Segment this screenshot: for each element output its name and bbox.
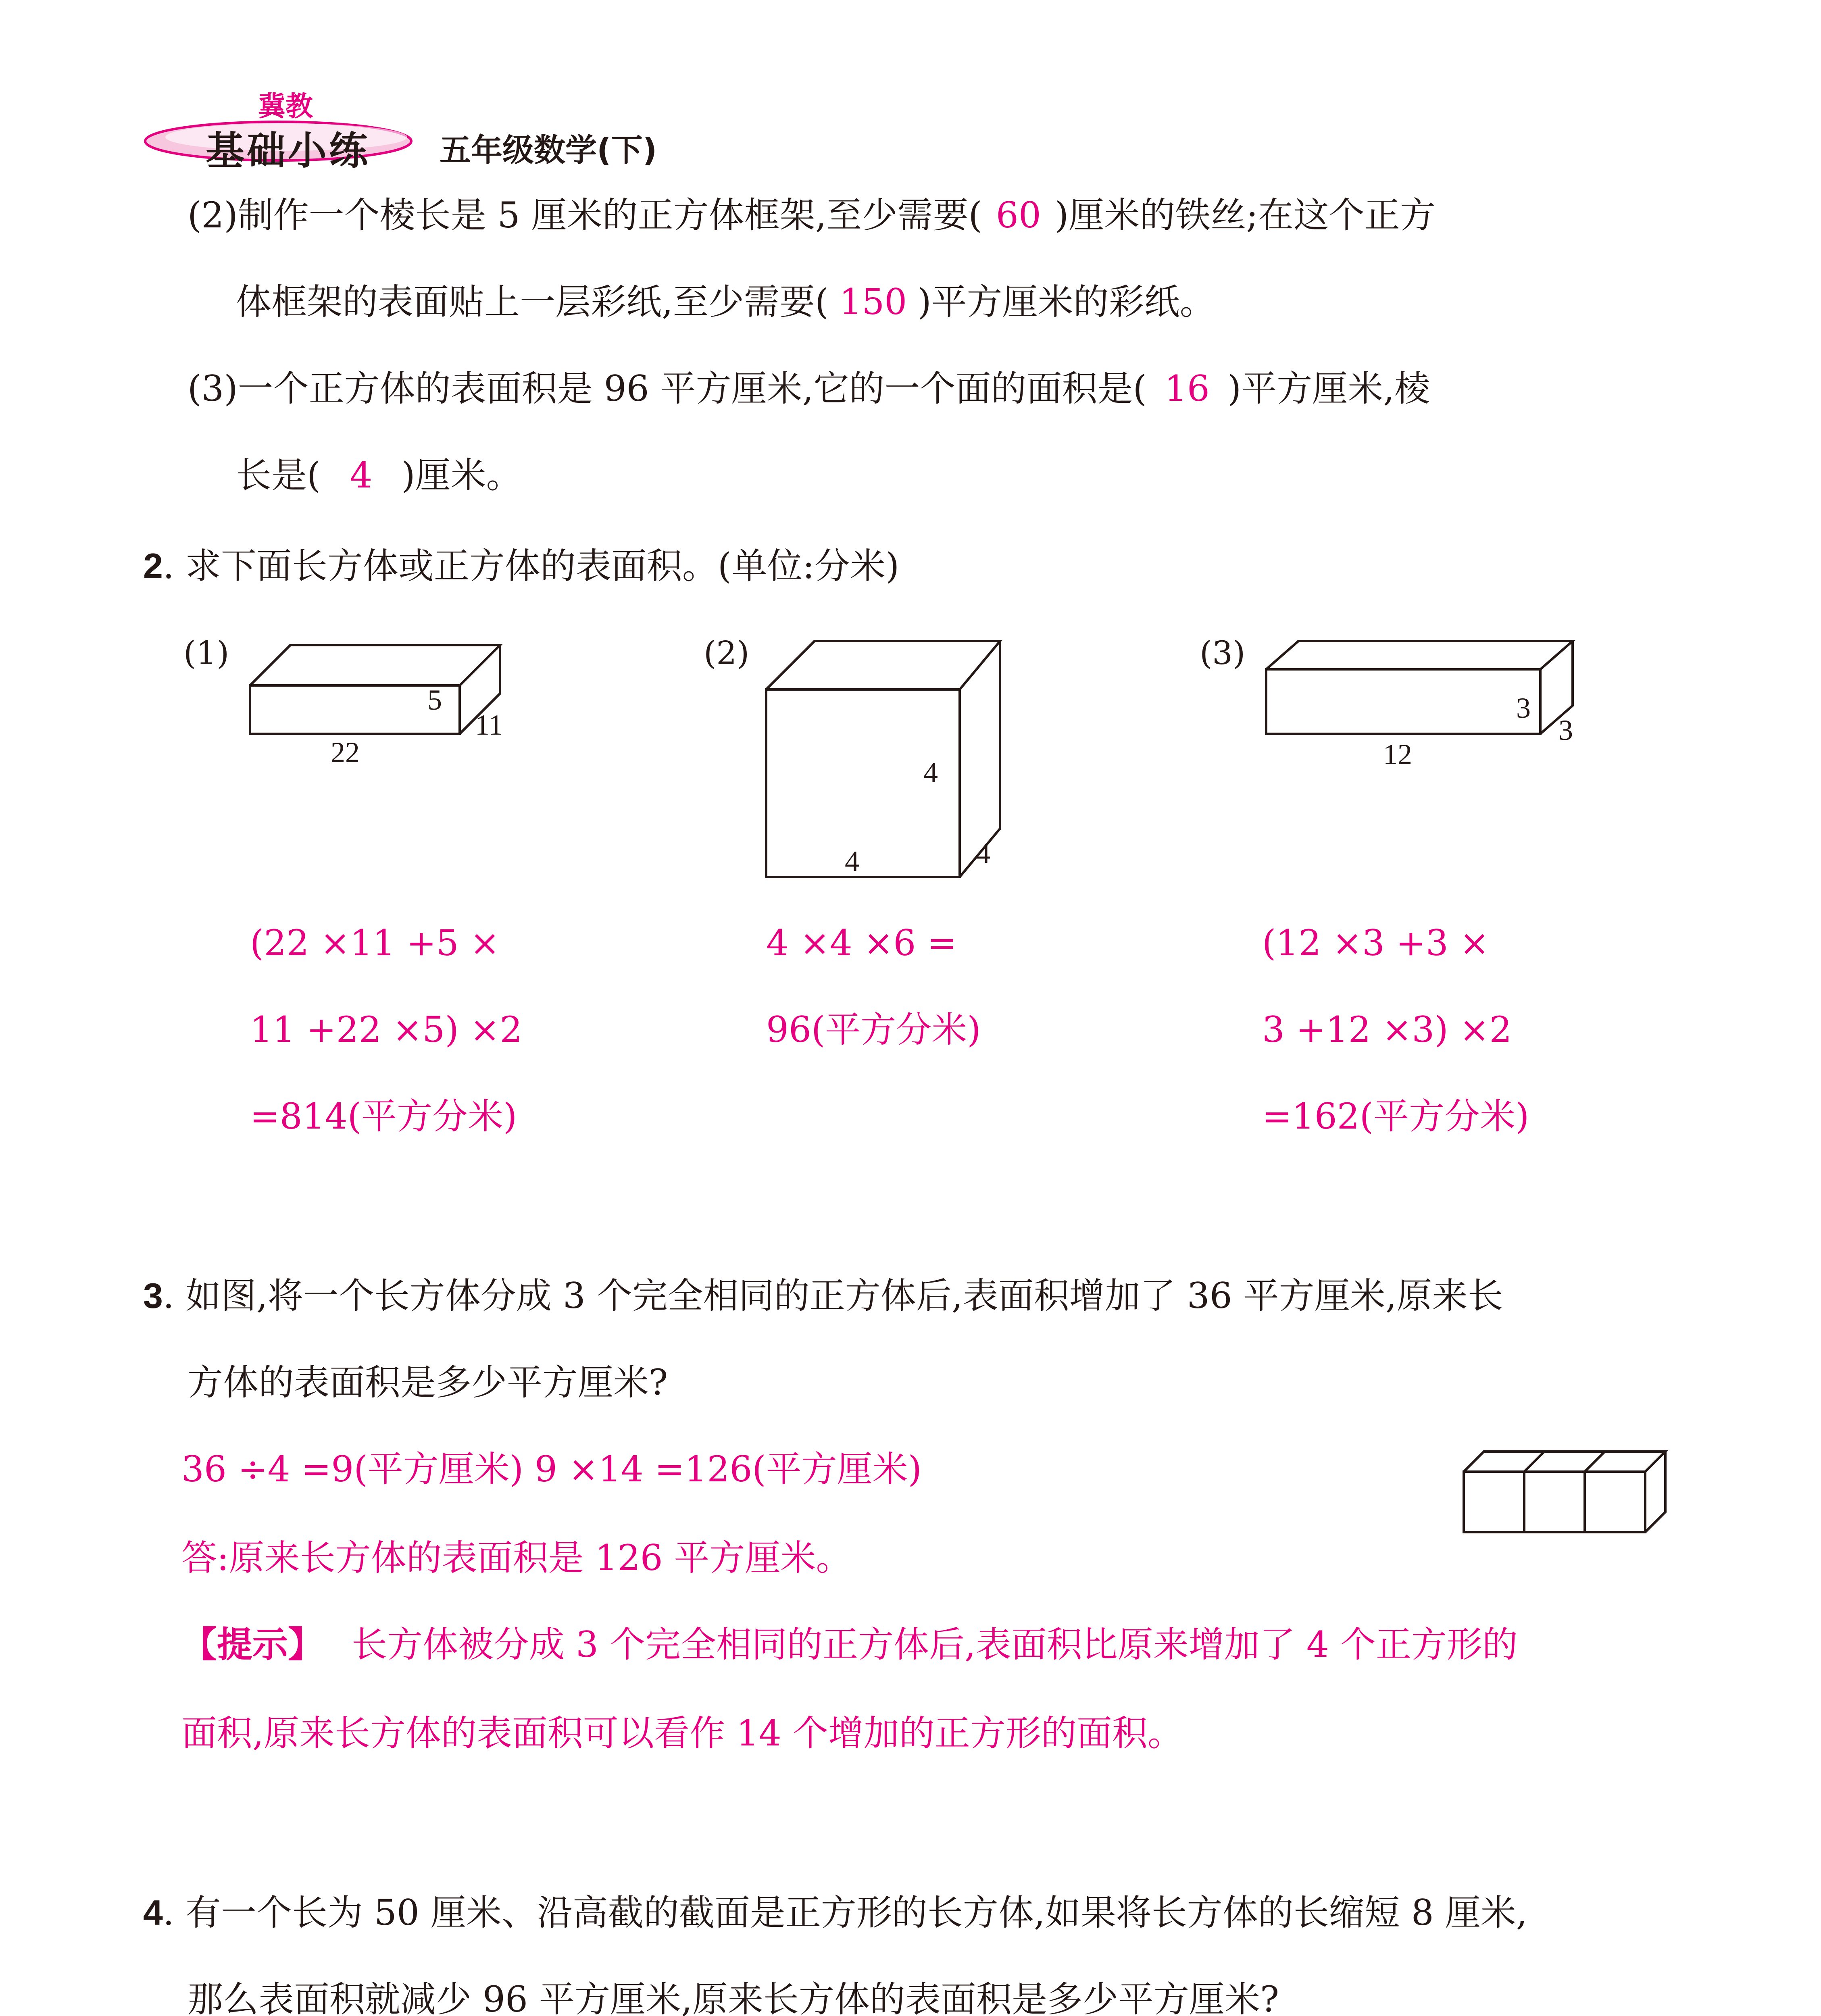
q1-part3-line1: (3)一个正方体的表面积是 96 平方厘米,它的一个面的面积是( 16 )平方厘米,棱 [188,368,1430,409]
q2-fig1-cuboid [242,629,532,774]
q2-sol3-line1: (12 ×3 +3 × [1262,922,1490,964]
q2-prompt: 2. 求下面长方体或正方体的表面积。(单位:分米) [143,545,900,587]
q1-part3-answer1: 16 [1164,368,1210,409]
q2-sol1-line1: (22 ×11 +5 × [250,922,500,964]
q3-cubes-figure [1456,1447,1681,1544]
q1-part2-line1: (2)制作一个棱长是 5 厘米的正方体框架,至少需要( 60 )厘米的铁丝;在这个正方 [188,194,1436,236]
q2-fig2-length: 4 [845,845,859,877]
q4-prompt-line2: 那么表面积就减少 96 平方厘米,原来长方体的表面积是多少平方厘米? [188,1979,1279,2016]
q1-part3-answer2: 4 [350,454,373,496]
q2-fig3-length: 12 [1383,738,1412,771]
q3-hint-tag: 【提示】 [181,1624,324,1665]
q1-part2-line2: 体框架的表面贴上一层彩纸,至少需要( 150 )平方厘米的彩纸。 [236,281,1215,323]
q4-prompt-line1: 4. 有一个长为 50 厘米、沿高截的截面是正方形的长方体,如果将长方体的长缩短 8 厘米, [143,1892,1527,1933]
q2-fig2-width: 4 [976,837,990,869]
q2-sol2-line1: 4 ×4 ×6 = [766,922,957,964]
q2-sol1-line3: =814(平方分米) [250,1095,517,1137]
q3-calc: 36 ÷4 =9(平方厘米) 9 ×14 =126(平方厘米) [181,1448,922,1490]
q3-prompt-line2: 方体的表面积是多少平方厘米? [188,1362,668,1403]
q2-fig3-label: (3) [1200,634,1246,672]
q2-sol1-line2: 11 +22 ×5) ×2 [250,1009,523,1050]
q2-fig3-cuboid [1258,629,1589,774]
q1-part3-line2: 长是( 4 )厘米。 [236,454,522,496]
q2-fig1-height: 5 [427,684,442,716]
header-publisher: 冀教 [258,91,313,123]
q3-hint-line2: 面积,原来长方体的表面积可以看作 14 个增加的正方形的面积。 [181,1712,1183,1754]
q2-number: 2 [143,546,163,586]
q2-fig3-width: 3 [1558,714,1573,746]
q2-sol3-line2: 3 +12 ×3) ×2 [1262,1009,1512,1050]
q3-answer: 答:原来长方体的表面积是 126 平方厘米。 [181,1537,852,1579]
q2-sol3-line3: =162(平方分米) [1262,1095,1529,1137]
q3-hint-line1: 【提示】 长方体被分成 3 个完全相同的正方体后,表面积比原来增加了 4 个正方形的 [181,1624,1518,1665]
q2-fig2-label: (2) [704,634,750,672]
header-grade: 五年级数学(下) [440,132,657,169]
q2-fig1-width: 11 [475,709,503,741]
header-logo [133,77,440,173]
header-series: 基础小练 [206,128,370,173]
q3-number: 3 [143,1276,163,1316]
q2-fig2-height: 4 [923,756,938,789]
q1-part2-answer2: 150 [839,281,907,323]
q2-fig2-cube [758,629,1008,887]
q1-part2-answer1: 60 [996,194,1041,236]
q4-number: 4 [143,1893,163,1933]
q2-fig1-label: (1) [183,634,229,672]
q2-sol2-line2: 96(平方分米) [766,1009,981,1050]
q3-prompt-line1: 3. 如图,将一个长方体分成 3 个完全相同的正方体后,表面积增加了 36 平方厘米,原来长 [143,1275,1503,1316]
q2-fig1-length: 22 [331,736,360,768]
q2-fig3-height: 3 [1516,692,1531,724]
